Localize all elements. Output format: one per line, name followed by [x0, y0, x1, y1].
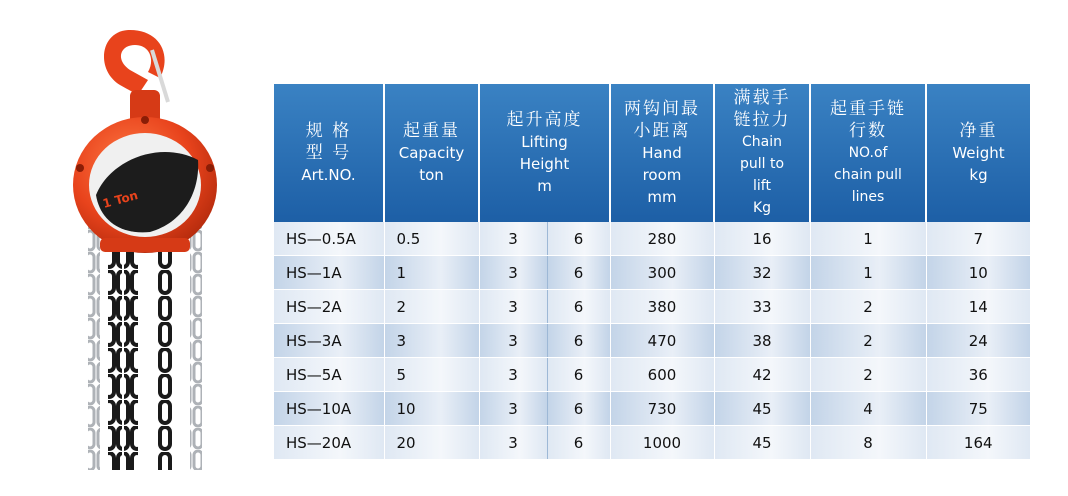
- cell-capacity: 0.5: [384, 222, 479, 256]
- right-light-chain: [190, 225, 202, 470]
- table-row: [274, 222, 1030, 256]
- cell-hand-room: 280: [610, 222, 714, 256]
- cell-lift-b: 6: [547, 426, 610, 460]
- cell-lift-a: 3: [479, 324, 547, 358]
- cell-capacity: 2: [384, 290, 479, 324]
- specification-table: [274, 84, 1030, 460]
- header-model: 规 格 型 号 Art.NO.: [274, 84, 384, 222]
- cell-weight: 10: [926, 256, 1030, 290]
- header-weight: 净重 Weight kg: [926, 84, 1030, 222]
- load-chain-2: [124, 230, 138, 470]
- cell-chain-pull: 32: [714, 256, 810, 290]
- cell-hand-room: 470: [610, 324, 714, 358]
- cell-lines: 2: [810, 290, 926, 324]
- capacity-label: 1 Ton: [101, 188, 140, 211]
- left-light-chain: [88, 210, 100, 470]
- cell-model: HS—1A: [274, 256, 384, 290]
- cell-hand-room: 300: [610, 256, 714, 290]
- header-chain-pull: 满载手 链拉力 Chain pull to lift Kg: [714, 84, 810, 222]
- cell-weight: 14: [926, 290, 1030, 324]
- cell-capacity: 1: [384, 256, 479, 290]
- cell-lines: 4: [810, 392, 926, 426]
- table-row: [274, 358, 1030, 392]
- cell-lift-b: 6: [547, 358, 610, 392]
- cell-chain-pull: 38: [714, 324, 810, 358]
- table-row: [274, 324, 1030, 358]
- cell-lift-b: 6: [547, 222, 610, 256]
- cell-chain-pull: 45: [714, 426, 810, 460]
- cell-lift-b: 6: [547, 256, 610, 290]
- cell-lift-a: 3: [479, 222, 547, 256]
- cell-lift-a: 3: [479, 256, 547, 290]
- cell-weight: 36: [926, 358, 1030, 392]
- cell-lift-a: 3: [479, 392, 547, 426]
- cell-hand-room: 380: [610, 290, 714, 324]
- cell-capacity: 5: [384, 358, 479, 392]
- cell-lift-b: 6: [547, 324, 610, 358]
- cell-chain-pull: 42: [714, 358, 810, 392]
- cell-lines: 8: [810, 426, 926, 460]
- cell-capacity: 10: [384, 392, 479, 426]
- cell-chain-pull: 45: [714, 392, 810, 426]
- cell-weight: 75: [926, 392, 1030, 426]
- cell-hand-room: 730: [610, 392, 714, 426]
- table-row: [274, 392, 1030, 426]
- header-chain-lines: 起重手链 行数 NO.of chain pull lines: [810, 84, 926, 222]
- cell-capacity: 3: [384, 324, 479, 358]
- cell-chain-pull: 33: [714, 290, 810, 324]
- header-capacity: 起重量 Capacity ton: [384, 84, 479, 222]
- cell-lift-b: 6: [547, 290, 610, 324]
- cell-hand-room: 1000: [610, 426, 714, 460]
- cell-weight: 164: [926, 426, 1030, 460]
- cell-hand-room: 600: [610, 358, 714, 392]
- cell-model: HS—5A: [274, 358, 384, 392]
- cell-lift-a: 3: [479, 358, 547, 392]
- cell-lift-a: 3: [479, 426, 547, 460]
- load-chain-3: [158, 230, 172, 470]
- chain-hoist-image: [60, 10, 250, 480]
- header-hand-room: 两钩间最 小距离 Hand room mm: [610, 84, 714, 222]
- cell-lines: 2: [810, 358, 926, 392]
- cell-weight: 7: [926, 222, 1030, 256]
- cell-weight: 24: [926, 324, 1030, 358]
- cell-model: HS—3A: [274, 324, 384, 358]
- header-lifting-height: 起升高度 Lifting Height m: [479, 84, 610, 222]
- cell-lift-a: 3: [479, 290, 547, 324]
- cell-lines: 2: [810, 324, 926, 358]
- cell-model: HS—20A: [274, 426, 384, 460]
- cell-capacity: 20: [384, 426, 479, 460]
- table-row: [274, 290, 1030, 324]
- hoist-body: [73, 116, 217, 253]
- cell-lift-b: 6: [547, 392, 610, 426]
- cell-lines: 1: [810, 222, 926, 256]
- load-chain-1: [108, 230, 122, 470]
- header-row: [274, 84, 1030, 222]
- table-row: [274, 256, 1030, 290]
- cell-lines: 1: [810, 256, 926, 290]
- table-row: [274, 426, 1030, 460]
- cell-model: HS—0.5A: [274, 222, 384, 256]
- cell-chain-pull: 16: [714, 222, 810, 256]
- cell-model: HS—2A: [274, 290, 384, 324]
- cell-model: HS—10A: [274, 392, 384, 426]
- hook-icon: [104, 30, 168, 130]
